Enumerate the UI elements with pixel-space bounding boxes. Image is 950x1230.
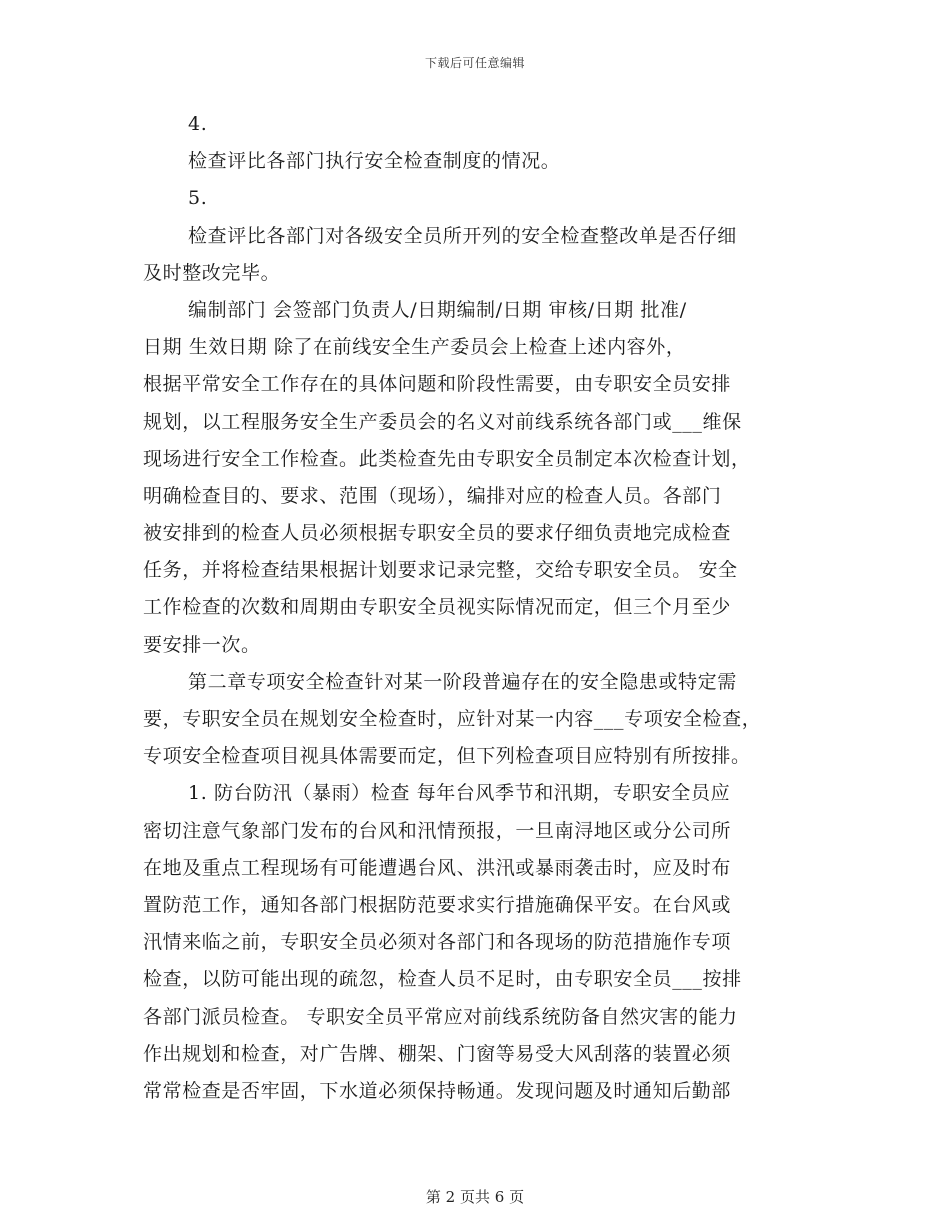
document-body bbox=[143, 106, 808, 1110]
text-line: 汛情来临之前，专职安全员必须对各部门和各现场的防范措施作专项 bbox=[143, 931, 732, 954]
text-line: 检查评比各部门对各级安全员所开列的安全检查整改单是否仔细 bbox=[188, 224, 737, 247]
text-line: 工作检查的次数和周期由专职安全员视实际情况而定，但三个月至少 bbox=[143, 596, 732, 619]
text-line: 专项安全检查项目视具体需要而定，但下列检查项目应特别有所按排。 bbox=[143, 745, 751, 768]
text-line: 各部门派员检查。 专职安全员平常应对前线系统防备自然灾害的能力 bbox=[143, 1005, 738, 1028]
text-line: 第二章专项安全检查针对某一阶段普遍存在的安全隐患或特定需 bbox=[188, 670, 737, 693]
text-line: 在地及重点工程现场有可能遭遇台风、洪汛或暴雨袭击时，应及时布 bbox=[143, 856, 732, 879]
text-line: 根据平常安全工作存在的具体问题和阶段性需要，由专职安全员安排 bbox=[143, 373, 732, 396]
page-header-note: 下载后可任意编辑 bbox=[424, 56, 525, 70]
text-line: 编制部门 会签部门负责人/日期编制/日期 审核/日期 批准/ bbox=[188, 298, 687, 321]
text-line: 规划，以工程服务安全生产委员会的名义对前线系统各部门或___维保 bbox=[143, 410, 742, 433]
text-line: 4. bbox=[188, 113, 208, 135]
text-line: 检查，以防可能出现的疏忽，检查人员不足时，由专职安全员___按排 bbox=[143, 968, 742, 991]
text-line: 检查评比各部门执行安全检查制度的情况。 bbox=[188, 150, 561, 173]
text-line: 现场进行安全工作检查。此类检查先由专职安全员制定本次检查计划， bbox=[143, 447, 751, 470]
text-line: 5. bbox=[188, 187, 208, 210]
text-line: 及时整改完毕。 bbox=[143, 261, 281, 284]
text-line: 常常检查是否牢固，下水道必须保持畅通。发现问题及时通知后勤部 bbox=[143, 1079, 732, 1102]
text-line: 要，专职安全员在规划安全检查时，应针对某一内容___专项安全检查， bbox=[143, 708, 762, 730]
text-line: 要安排一次。 bbox=[143, 633, 261, 656]
text-line: 明确检查目的、要求、范围（现场），编排对应的检查人员。各部门 bbox=[143, 484, 722, 507]
text-line: 置防范工作，通知各部门根据防范要求实行措施确保平安。在台风或 bbox=[143, 893, 732, 916]
text-line: 密切注意气象部门发布的台风和汛情预报，一旦南浔地区或分公司所 bbox=[143, 819, 732, 842]
page-number: 第 2 页共 6 页 bbox=[425, 1188, 525, 1206]
text-line: 作出规划和检查，对广告牌、棚架、门窗等易受大风刮落的装置必须 bbox=[143, 1042, 732, 1065]
text-line: 任务，并将检查结果根据计划要求记录完整，交给专职安全员。 安全 bbox=[143, 559, 738, 582]
text-line: 1. 防台防汛（暴雨）检查 每年台风季节和汛期，专职安全员应 bbox=[188, 782, 731, 805]
text-line: 被安排到的检查人员必须根据专职安全员的要求仔细负责地完成检查 bbox=[143, 522, 732, 545]
text-line: 日期 生效日期 除了在前线安全生产委员会上检查上述内容外， bbox=[143, 336, 686, 359]
